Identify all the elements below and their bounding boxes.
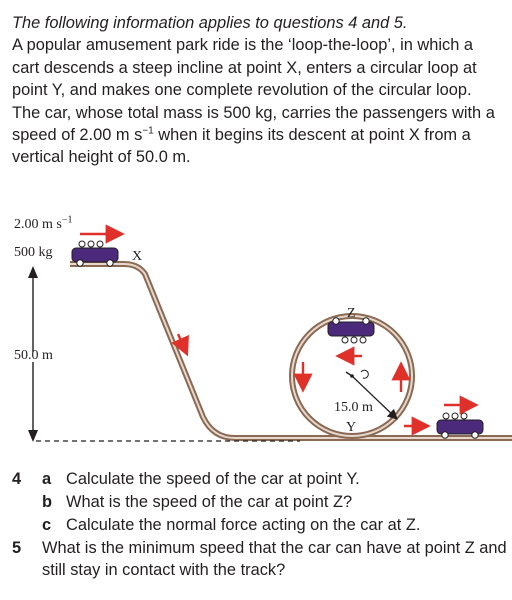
question-text: Calculate the normal force acting on the car at Z. [66, 516, 421, 534]
radius-label: 15.0 m [334, 400, 373, 415]
point-x-label: X [132, 249, 143, 264]
height-label: 50.0 m [14, 348, 53, 363]
question-text: What is the speed of the car at point Z? [66, 493, 353, 511]
loop-center [346, 370, 368, 378]
question-number: 5 [12, 539, 22, 557]
questions-list [12, 468, 507, 582]
speed-label-superscript: −1 [61, 214, 73, 226]
track [70, 264, 512, 438]
speed-label-text: 2.00 m s [14, 217, 62, 232]
question-letter: c [42, 516, 52, 534]
question-4a [12, 468, 507, 491]
question-letter: b [42, 493, 53, 511]
intro-text [12, 12, 502, 169]
question-4c [12, 514, 507, 537]
intro-lead: The following information applies to questions 4 and 5. [12, 14, 408, 32]
question-4b [12, 491, 507, 514]
intro-unit-superscript: −1 [142, 125, 154, 137]
mass-label: 500 kg [14, 245, 53, 260]
intro-paragraph-part-2: when it begins its descent at point X from a vertical height of 50.0 m. [12, 126, 471, 167]
diagram-drawing [0, 212, 512, 462]
question-number: 4 [12, 470, 22, 488]
point-y-label: Y [346, 420, 357, 435]
point-z-label: Z [347, 306, 356, 321]
question-text: Calculate the speed of the car at point Y. [66, 470, 360, 488]
loop-the-loop-diagram [0, 212, 512, 462]
cart-at-x [72, 241, 118, 266]
slope-motion-arrow [178, 334, 186, 352]
speed-label [14, 214, 73, 233]
question-letter: a [42, 470, 52, 488]
question-5 [12, 537, 507, 582]
question-text: What is the minimum speed that the car can have at point Z and still stay in contact with the track? [42, 539, 507, 580]
intro-paragraph-part-1: A popular amusement park ride is the ‘loop-the-loop’, in which a cart descends a steep incline at point X, enters a circular loop at point Y, and makes one complete revolution of the circular loop. The car, whose total mass is 500 kg, carries the passengers with a speed of 2.00 m s [12, 36, 495, 145]
cart-at-right [437, 413, 483, 438]
intro-paragraph [12, 34, 502, 168]
